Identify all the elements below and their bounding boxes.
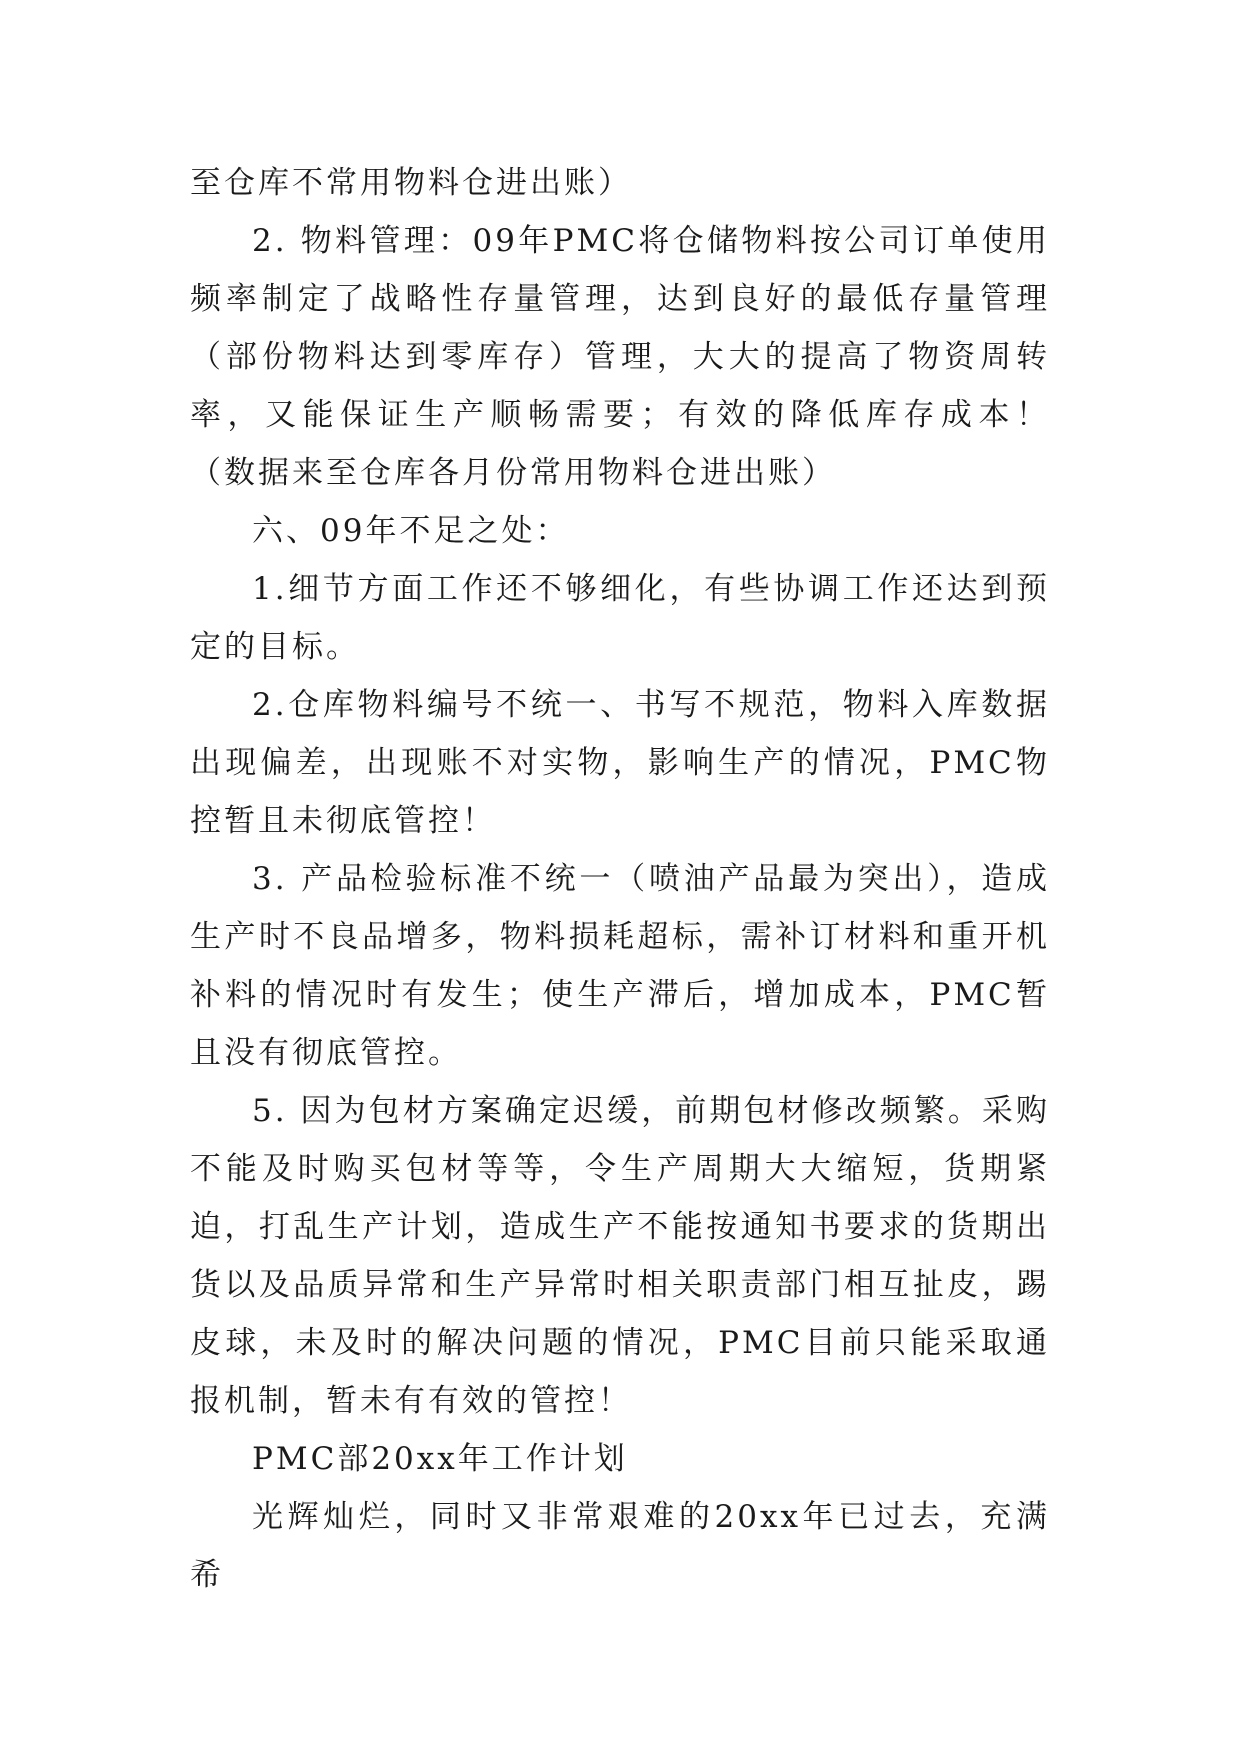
paragraph-material-management: 2. 物料管理：09年PMC将仓储物料按公司订单使用频率制定了战略性存量管理，达到良好的最低存量管理（部份物料达到零库存）管理，大大的提高了物资周转率，又能保证生产顺畅需要；有效的降低库存成本！ （数据来至仓库各月份常用物料仓进出账）: [190, 223, 1050, 491]
plan-title: PMC部20xx年工作计划: [252, 1441, 628, 1477]
paragraph-shortcoming-5: 5. 因为包材方案确定迟缓，前期包材修改频繁。采购不能及时购买包材等等，令生产周期大大缩短，货期紧迫，打乱生产计划，造成生产不能按通知书要求的货期出货以及品质异常和生产异常时相关职责部门相互扯皮，踢皮球，未及时的解决问题的情况，PMC目前只能采取通报机制，暂未有有效的管控！: [190, 1093, 1050, 1419]
paragraph-continuation: 至仓库不常用物料仓进出账）: [190, 165, 632, 201]
document-body: [190, 154, 1050, 1604]
paragraph-shortcoming-1: 1.细节方面工作还不够细化，有些协调工作还达到预定的目标。: [190, 571, 1050, 665]
paragraph-shortcoming-3: 3. 产品检验标准不统一（喷油产品最为突出），造成生产时不良品增多，物料损耗超标，需补订材料和重开机补料的情况时有发生；使生产滞后，增加成本，PMC暂且没有彻底管控。: [190, 861, 1050, 1071]
paragraph-shortcoming-2: 2.仓库物料编号不统一、书写不规范，物料入库数据出现偏差，出现账不对实物，影响生产的情况，PMC物控暂且未彻底管控！: [190, 687, 1050, 839]
paragraph-plan-intro: 光辉灿烂，同时又非常艰难的20xx年已过去，充满希: [190, 1499, 1050, 1593]
section-heading-shortcomings: 六、09年不足之处：: [252, 513, 570, 549]
